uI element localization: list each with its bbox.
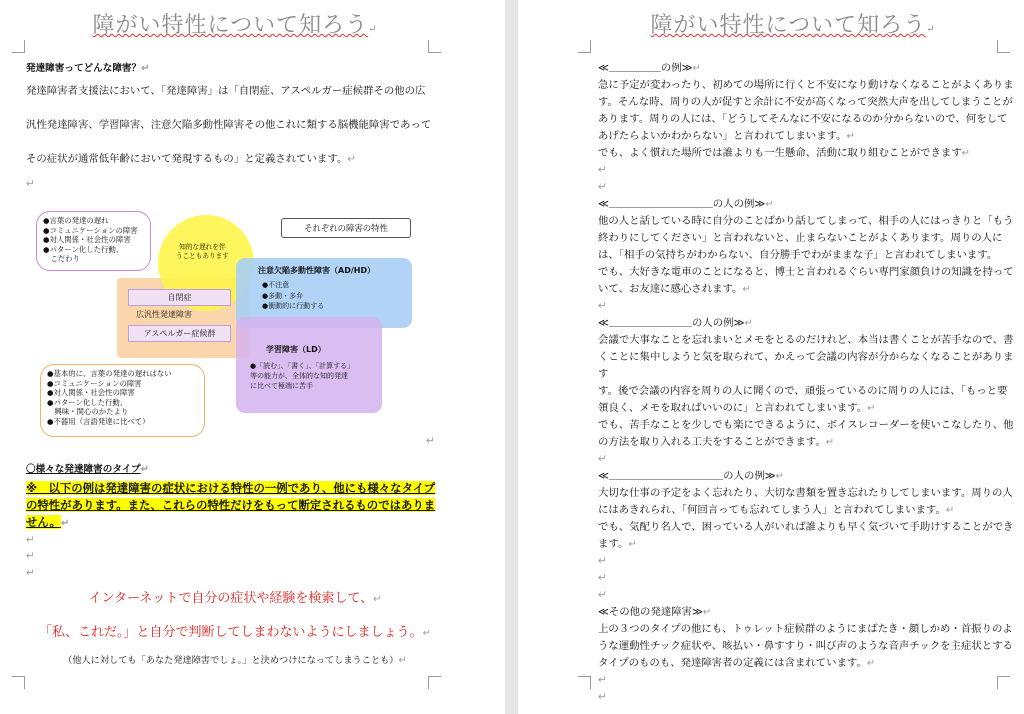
paragraph-mark: ↵ [26,550,35,562]
page-title: 障がい特性について知ろう↵ [92,13,378,38]
paragraph-mark: ↵ [26,567,35,579]
paragraph-line: タイプのものも、発達障害者の定義には含まれています。↵ [598,657,876,669]
paragraph-mark: ↵ [26,178,35,190]
paragraph-line: でも、大好きな電車のことになると、博士と言われるぐらい専門家顔負けの知識を持って [598,266,1014,278]
paragraph-line: うな運動性チック症状や、咳払い・鼻すすり・叫び声のような音声チックを主症状とする [598,640,1013,652]
paragraph-line: あげたらよいかわからない」と言われてしまいます。↵ [598,130,855,142]
paragraph-mark: ↵ [598,453,607,465]
note-paragraph: ※ 以下の例は発達障害の症状における特性の一例であり、他にも様々なタイプ の特性があります。また、これらの特性だけをもって断定されるものではありま せん。↵ [26,481,436,529]
paragraph-line: 上の３つのタイプの他にも、トゥレット症候群のようにまばたき・顔しかめ・首振りのよ [598,623,1013,635]
paragraph-line: 会議で大事なことを忘れまいとメモをとるのだけれど、本当は書くことが苦手なので、書 [598,334,1014,346]
section-heading: 発達障害ってどんな障害？↵ [26,63,150,74]
section-heading: ≪＿＿＿＿＿＿＿＿＿＿＿の人の例≫↵ [598,470,785,482]
paragraph-mark: ↵ [598,181,607,193]
crop-mark [428,676,441,689]
asperger-box: アスペルガー症候群 [128,325,231,342]
paragraph-line: その症状が通常低年齢において発現するもの」と定義されています。↵ [26,153,356,165]
paragraph-mark: ↵ [598,572,607,584]
paragraph-line: 急に予定が変わったり、初めての場所に行くと不安になり動けなくなることがよくありま [598,79,1014,91]
paragraph-line: でも、よく慣れた場所では誰よりも一生懸命、活動に取り組むことができます↵ [598,147,971,159]
types-heading: 〇様々な発達障害のタイプ↵ [26,464,150,475]
crop-mark [12,40,25,53]
paragraph-line: くことに集中しようと気を取られて、かえって会議の内容が分からなくなることがあります [598,351,1014,380]
paragraph-line: 他の人と話している時に自分のことばかり話してしまって、相手の人にはっきりと「もう [598,215,1014,227]
paragraph-line: でも、苦手なことを少しでも楽にできるように、ボイスレコーダーを使いこなしたり、他 [598,419,1014,431]
adhd-items: ●不注意 ●多動・多弁 ●衝動的に行動する [262,281,325,310]
paragraph-mark: ↵ [598,589,607,601]
crop-mark [578,676,591,689]
crop-mark [997,40,1010,53]
paragraph-line: ます。↵ [598,538,637,550]
paragraph-line: す。後で会議の内容を周りの人に聞くので、頑張っているのに周りの人には、「もっと要 [598,385,1008,397]
page-title: 障がい特性について知ろう↵ [650,13,936,38]
section-heading: ≪その他の発達障害≫↵ [598,606,712,618]
autism-box: 自閉症 [128,289,231,306]
document-page-1 [0,0,505,714]
paragraph-line: 発達障害者支援法において、「発達障害」は「自閉症、アスペルガー症候群その他の広 [26,85,426,97]
paragraph-line: でも、気配り名人で、困っている人がいれば誰よりも早く気づいて手助けすることができ [598,521,1014,533]
paragraph-line: いて、お友達に感心されます。↵ [598,283,751,295]
paragraph-line: の方法を取り入れる工夫をすることができます。↵ [598,436,835,448]
paragraph-mark: ↵ [426,435,435,447]
warning-line-2: 「私、これだ。」と自分で判断してしまわないようにしましょう。↵ [39,625,431,640]
paragraph-mark: ↵ [598,164,607,176]
crop-mark [578,40,591,53]
paragraph-mark: ↵ [26,534,35,546]
paragraph-line: 大切な仕事の予定をよく忘れたり、大切な書類を置き忘れたりしてしまいます。周りの人 [598,487,1013,499]
intellectual-label: 知的な遅れを伴 うこともあります [176,243,229,260]
ld-title: 学習障害（LD） [266,345,326,354]
paragraph-line: 汎性発達障害、学習障害、注意欠陥多動性障害その他これに類する脳機能障害であって [26,119,432,131]
paragraph-mark: ↵ [598,691,607,703]
ld-items: ●「読む」、「書く」、「計算する」 等の能力が、全体的な知的発達 に比べて極端に苦手 [250,362,355,390]
section-heading: ≪＿＿＿＿＿＿＿＿の人の例≫↵ [598,317,753,329]
warning-line-1: インターネットで自分の症状や経験を検索して、↵ [88,591,382,606]
paragraph-line: 終わりにしてください」と言われないと、止まらないことがよくあります。周りの人に [598,232,1003,244]
pdd-label: 広汎性発達障害 [136,310,192,319]
crop-mark [428,40,441,53]
paragraph-line: にはあきれられ、「何回言っても忘れてしまう人」と言われてしまいます。↵ [598,504,955,516]
paragraph-line: 領良く、メモを取ればいいのに」と言われてしまいます。↵ [598,402,876,414]
section-heading: ≪＿＿＿＿＿の例≫↵ [598,62,701,74]
paragraph-mark: ↵ [598,300,607,312]
footnote: （他人に対しても「あなた発達障害でしょ。」と決めつけになってしまうことも）↵ [63,655,407,666]
paragraph-line: は、「相手の気持ちがわからない、自分勝手でわがままな子」と言われてしまいます。 [598,249,998,261]
diagram-title-box: それぞれの障害の特性 [281,218,411,238]
crop-mark [12,676,25,689]
paragraph-line: あります。周りの人には、「どうしてそんなに不安になるのか分からないので、何をして [598,113,1008,125]
paragraph-mark: ↵ [598,674,607,686]
asperger-bubble: ●基本的に、言葉の発達の遅れはない ●コミュニケーションの障害 ●対人関係・社会性の障害 ●パターン化した行動、 興味・関心のかたより ●不器用（言語発達に比べて） [40,364,205,437]
autism-bubble: ●言葉の発達の遅れ ●コミュニケーションの障害 ●対人関係・社会性の障害 ●パターン化した行動、 こだわり [36,211,151,271]
paragraph-line: す。そんな時、周りの人が促すと余計に不安が高くなって突然大声を出してしまうことが [598,96,1013,108]
document-page-2 [518,0,1024,714]
section-heading: ≪＿＿＿＿＿＿＿＿＿＿の人の例≫↵ [598,198,774,210]
paragraph-mark: ↵ [598,555,607,567]
page2-body [598,60,1018,706]
adhd-title: 注意欠陥多動性障害（AD/HD） [258,266,376,275]
